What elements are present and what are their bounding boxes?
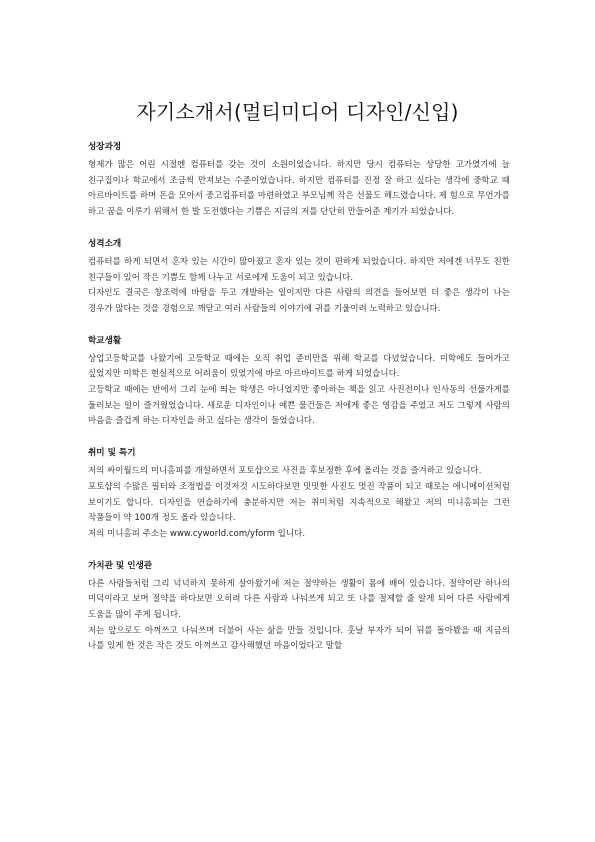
section-heading: 성격소개: [88, 238, 122, 249]
section-paragraph: 저의 싸이월드의 미니홈피를 개설하면서 포토샵으로 사진을 후보정한 후에 올리는 것을 즐겨하고 있습니다.: [88, 465, 482, 476]
section-heading: 취미 및 특기: [88, 448, 136, 459]
section-paragraph: 저의 미니홈피 주소는 www.cyworld.com/yform 입니다.: [88, 527, 306, 538]
section-growth: [88, 140, 510, 220]
section-paragraph: 포토샵의 수많은 필터와 조정법을 이것저것 시도하다보면 밋밋한 사진도 멋진 작품이 되고 때로는 애니메이션처럼 보이기도 합니다. 디자인을 연습하기에 충분하지만 저는 취미처럼 지속적으로 해왔고 저의 미니홈피는 그런 작품들이 약 100개 정도 올라 있습니다.: [88, 480, 510, 523]
section-paragraph: 다른 사람들처럼 그리 넉넉하지 못하게 살아왔기에 저는 절약하는 생활이 몸에 배어 있습니다. 절약이란 하나의 미덕이라고 보며 절약을 하다보면 오히려 다른 사람과 나눠쓰게 되고 또 나를 절제할 줄 알게 되어 다른 사람에게 도움을 많이 주게 됩니다.: [88, 577, 510, 620]
section-paragraph: 디자인도 결국은 창조력에 바탕을 두고 개발하는 일이지만 다른 사람의 의견을 들어보면 더 좋은 생각이 나는 경우가 많다는 것을 경험으로 깨닫고 여러 사람들의 이야기에 귀를 기울이려 노력하고 있습니다.: [88, 287, 510, 313]
section-hobbies: [88, 446, 510, 542]
section-paragraph: 형제가 많은 어린 시절엔 컴퓨터를 갖는 것이 소원이었습니다. 하지만 당시 컴퓨터는 상당한 고가였기에 늘 친구집이나 학교에서 조금씩 만져보는 수준이었습니다. 하지만 컴퓨터를 진정 잘 하고 싶다는 생각에 중학교 때 아르바이트를 하며 돈을 모아서 중고컴퓨터를 마련하였고 부모님께 작은 선물도 해드렸습니다. 제 힘으로 무언가를 하고 꿈을 이루기 위해서 한 발 도전했다는 기쁨은 지금의 저를 단단히 만들어준 계기가 되었습니다.: [88, 159, 510, 217]
section-values: [88, 559, 510, 655]
section-school-life: [88, 334, 510, 430]
section-heading: 가치관 및 인생관: [88, 560, 153, 571]
section-personality: [88, 237, 510, 317]
document-body: [88, 140, 510, 671]
section-paragraph: 컴퓨터를 하게 되면서 혼자 있는 시간이 많아졌고 혼자 있는 것이 편하게 되었습니다. 하지만 저에겐 너무도 친한 친구들이 있어 작은 기쁨도 함께 나누고 서로에게 도움이 되고 있습니다.: [88, 255, 510, 282]
section-heading: 학교생활: [88, 335, 122, 346]
section-paragraph: 상업고등학교를 나왔기에 고등학교 때에는 오직 취업 준비만을 위해 학교를 다녔었습니다. 미학에도 들어가고 싶었지만 미학은 현실적으로 어려움이 있었기에 바로 아르바이트를 하게 되었습니다.: [88, 352, 510, 379]
section-paragraph: 저는 앞으로도 아껴쓰고 나눠쓰며 더불어 사는 삶을 만들 것입니다. 훗날 부자가 되어 뒤를 돌아봤을 때 지금의 나를 있게 한 것은 작은 것도 아껴쓰고 감사해했던 마음이었다고 말할: [88, 624, 510, 651]
section-paragraph: 고등학교 때에는 반에서 그리 눈에 띄는 학생은 아니었지만 좋아하는 책을 읽고 사진전이나 인사동의 선물가게를 둘러보는 일이 즐거웠었습니다. 새로운 디자인이나 예쁜 물건들은 저에게 좋은 영감을 주었고 저도 그렇게 사람의 마음을 즐겁게 하는 디자인을 하고 싶다는 생각이 들었습니다.: [88, 384, 510, 426]
document-title: 자기소개서(멀티미디어 디자인/신입): [136, 100, 459, 124]
section-heading: 성장과정: [88, 142, 122, 152]
